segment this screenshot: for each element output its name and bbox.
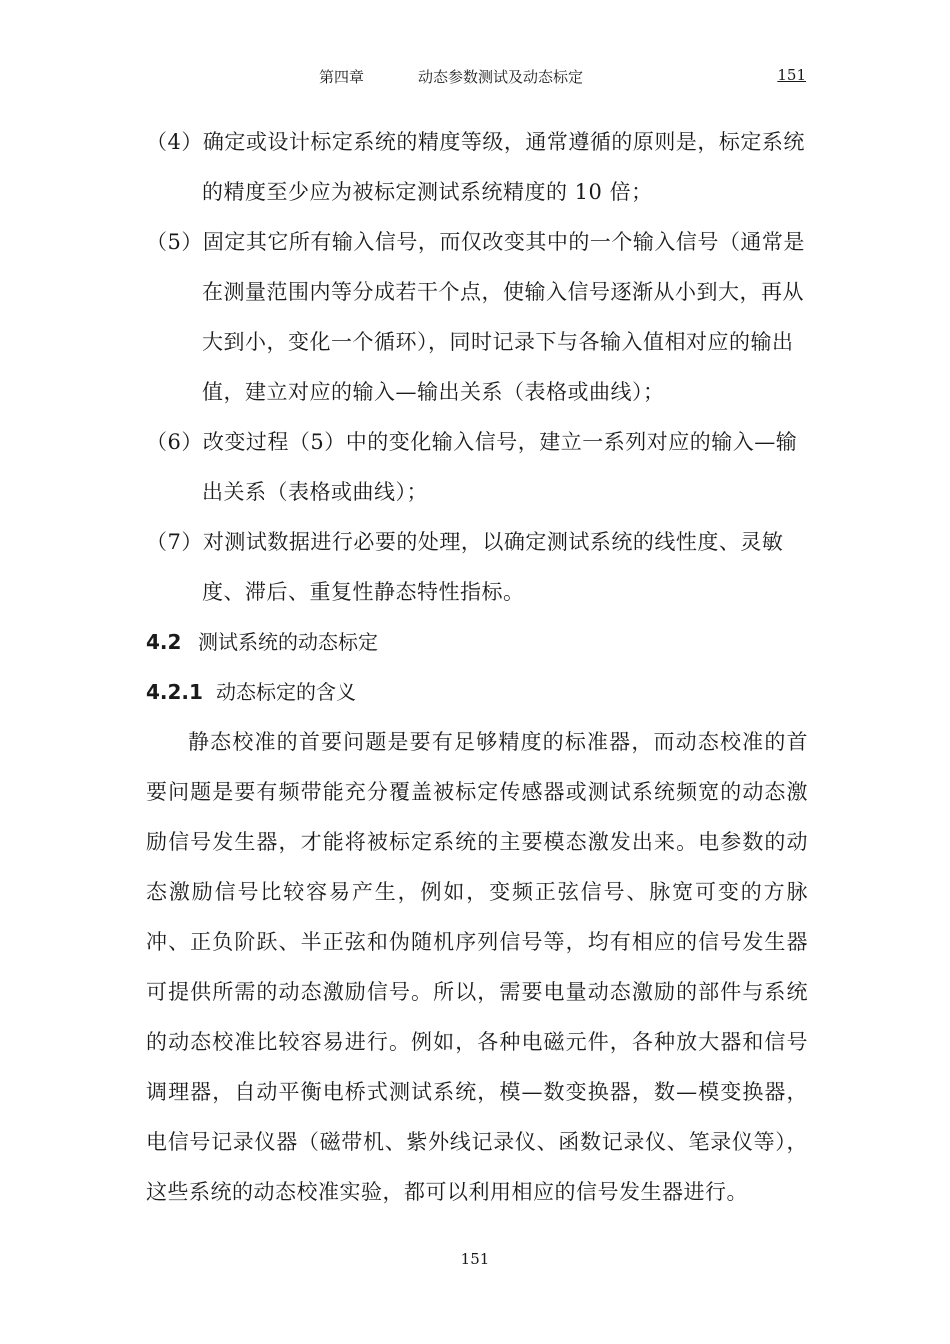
page-header — [146, 66, 806, 92]
list-item-6: （6）改变过程（5）中的变化输入信号，建立一系列对应的输入—输出关系（表格或曲线）； — [146, 430, 798, 504]
chapter-title: 动态参数测试及动态标定 — [418, 68, 584, 86]
list-item-7: （7）对测试数据进行必要的处理，以确定测试系统的线性度、灵敏度、滞后、重复性静态特性指标。 — [146, 530, 784, 604]
chapter-label: 第四章 — [319, 68, 365, 86]
page-footer-number: 151 — [460, 1250, 490, 1268]
body-paragraph: 静态校准的首要问题是要有足够精度的标准器，而动态校准的首要问题是要有频带能充分覆盖被标定传感器或测试系统频宽的动态激励信号发生器，才能将被标定系统的主要模态激发出来。电参数的动态激励信号比较容易产生，例如，变频正弦信号、脉宽可变的方脉冲、正负阶跃、半正弦和伪随机序列信号等，均有相应的信号发生器可提供所需的动态激励信号。所以，需要电量动态激励的部件与系统的动态校准比较容易进行。例如，各种电磁元件，各种放大器和信号调理器，自动平衡电桥式测试系统，模—数变换器，数—模变换器，电信号记录仪器（磁带机、紫外线记录仪、函数记录仪、笔录仪等），这些系统的动态校准实验，都可以利用相应的信号发生器进行。 — [146, 730, 808, 1204]
section-title: 测试系统的动态标定 — [198, 630, 378, 654]
list-item-4: （4）确定或设计标定系统的精度等级，通常遵循的原则是，标定系统的精度至少应为被标定测试系统精度的 10 倍； — [146, 130, 805, 204]
page-content — [146, 117, 808, 1217]
subsection-heading — [146, 667, 808, 717]
list-item-5: （5）固定其它所有输入信号，而仅改变其中的一个输入信号（通常是在测量范围内等分成若干个点，使输入信号逐渐从小到大，再从大到小，变化一个循环），同时记录下与各输入值相对应的输出值，建立对应的输入—输出关系（表格或曲线）； — [146, 230, 805, 404]
section-heading — [146, 617, 808, 667]
subsection-number: 4.2.1 — [146, 680, 203, 704]
header-page-number: 151 — [777, 66, 806, 84]
subsection-title: 动态标定的含义 — [216, 680, 356, 704]
section-number: 4.2 — [146, 630, 182, 654]
